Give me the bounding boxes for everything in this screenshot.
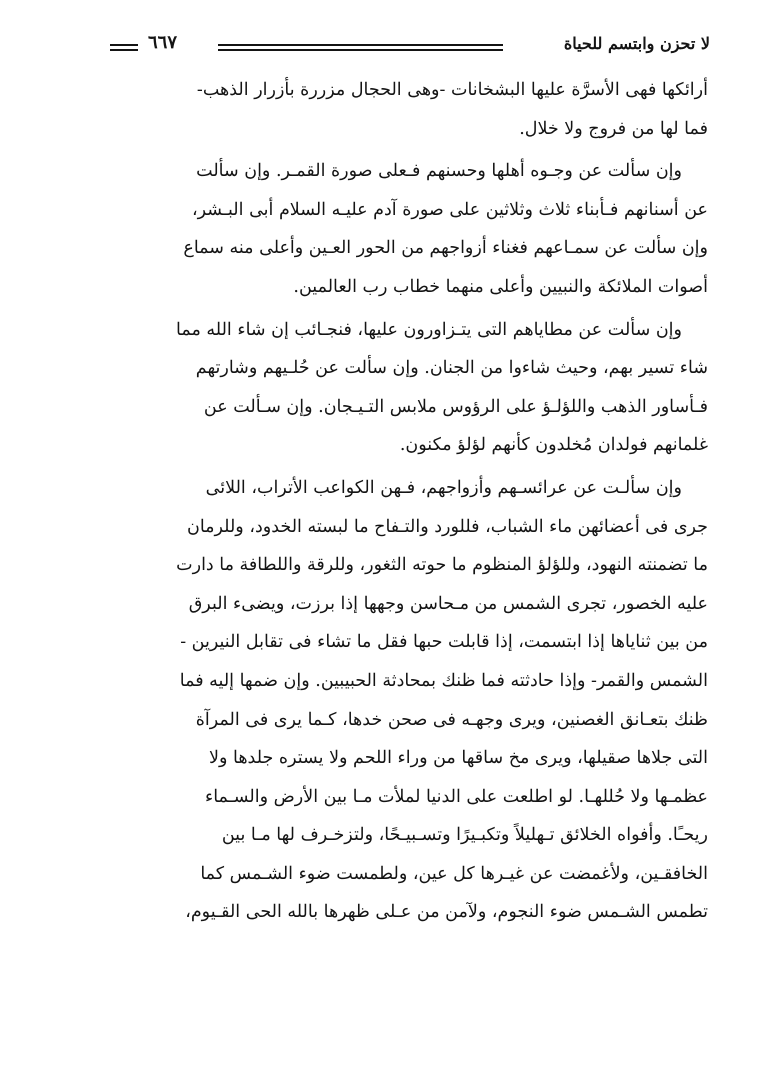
book-title: لا تحزن وابتسم للحياة <box>563 34 710 53</box>
header-rule-middle-bottom <box>218 49 503 51</box>
text-line: شاء تسير بهم، وحيث شاءوا من الجنان. وإن سألت عن حُلـيهم وشارتهم <box>195 358 708 379</box>
text-line: أرائكها فهى الأسرَّة عليها البشخانات -وهى الحجال مزررة بأزرار الذهب- <box>196 80 708 100</box>
text-line: الشمس والقمر- وإذا حادثته فما ظنك بمحادثة الحبيبين. وإن ضمها إليه فما <box>179 670 708 691</box>
text-line: ما تضمنته النهود، وللؤلؤ المنظوم ما حوته الثغور، وللرقة واللطافة ما دارت <box>176 555 708 576</box>
text-line: من بين ثناياها إذا ابتسمت، إذا قابلت حبها فقل ما تشاء فى تقابل النيرين - <box>180 632 708 653</box>
text-line: عليه الخصور، تجرى الشمس من مـحاسن وجهها إذا برزت، ويضىء البرق <box>188 593 708 614</box>
text-line: وإن سألت عن سمـاعهم فغناء أزواجهم من الحور العـين وأعلى منه سماع <box>183 238 708 259</box>
text-line: فـأساور الذهب واللؤلـؤ على الرؤوس ملابس التـيـجان. وإن سـألت عن <box>203 396 708 417</box>
page-number: ٦٦٧ <box>148 32 178 53</box>
text-line: وإن سألت عن وجـوه أهلها وحسنهم فـعلى صورة القمـر. وإن سألت <box>196 161 682 182</box>
text-line: التى جلاها صقيلها، ويرى مخ ساقها من وراء اللحم ولا يستره جلدها ولا <box>209 748 708 769</box>
header-rule-middle-top <box>218 44 503 46</box>
text-line: عن أسنانهم فـأبناء ثلاث وثلاثين على صورة آدم عليـه السلام أبى البـشر، <box>191 199 708 220</box>
header-rule-left-top <box>110 44 138 46</box>
header-rule-left-bottom <box>110 49 138 51</box>
text-line: عظمـها ولا حُللهـا. لو اطلعت على الدنيا لملأت مـا بين الأرض والسـماء <box>204 786 708 807</box>
text-line: ظنك بتعـانق الغصنين، ويرى وجهـه فى صحن خدها، كـما يرى فى المرآة <box>195 709 708 730</box>
page-body-text <box>104 71 708 932</box>
text-line: تطمس الشـمس ضوء النجوم، ولآمن من عـلى ظهرها بالله الحى القـيوم، <box>185 902 708 923</box>
text-line: غلمانهم فولدان مُخلدون كأنهم لؤلؤ مكنون. <box>399 435 708 456</box>
text-line: أصوات الملائكة والنبيين وأعلى منهما خطاب رب العالمين. <box>293 276 708 297</box>
text-line: فما لها من فروج ولا خلال. <box>519 118 708 139</box>
text-line: وإن سألت عن مطاياهم التى يتـزاورون عليها، فنجـائب إن شاء الله مما <box>176 319 682 340</box>
text-line: جرى فى أعضائهن ماء الشباب، فللورد والتـفاح ما لبسته الخدود، وللرمان <box>186 516 708 537</box>
text-line: الخافقـين، ولأغمضت عن غيـرها كل عين، ولطمست ضوء الشـمس كما <box>200 863 708 884</box>
running-header <box>100 30 710 70</box>
text-line: ريحـًا. وأفواه الخلائق تـهليلاً وتكبـيرًا وتسـبيـحًا، ولتزخـرف لها مـا بين <box>221 825 708 846</box>
text-line: وإن سألـت عن عرائسـهم وأزواجهم، فـهن الكواعب الأتراب، اللائى <box>205 477 682 498</box>
